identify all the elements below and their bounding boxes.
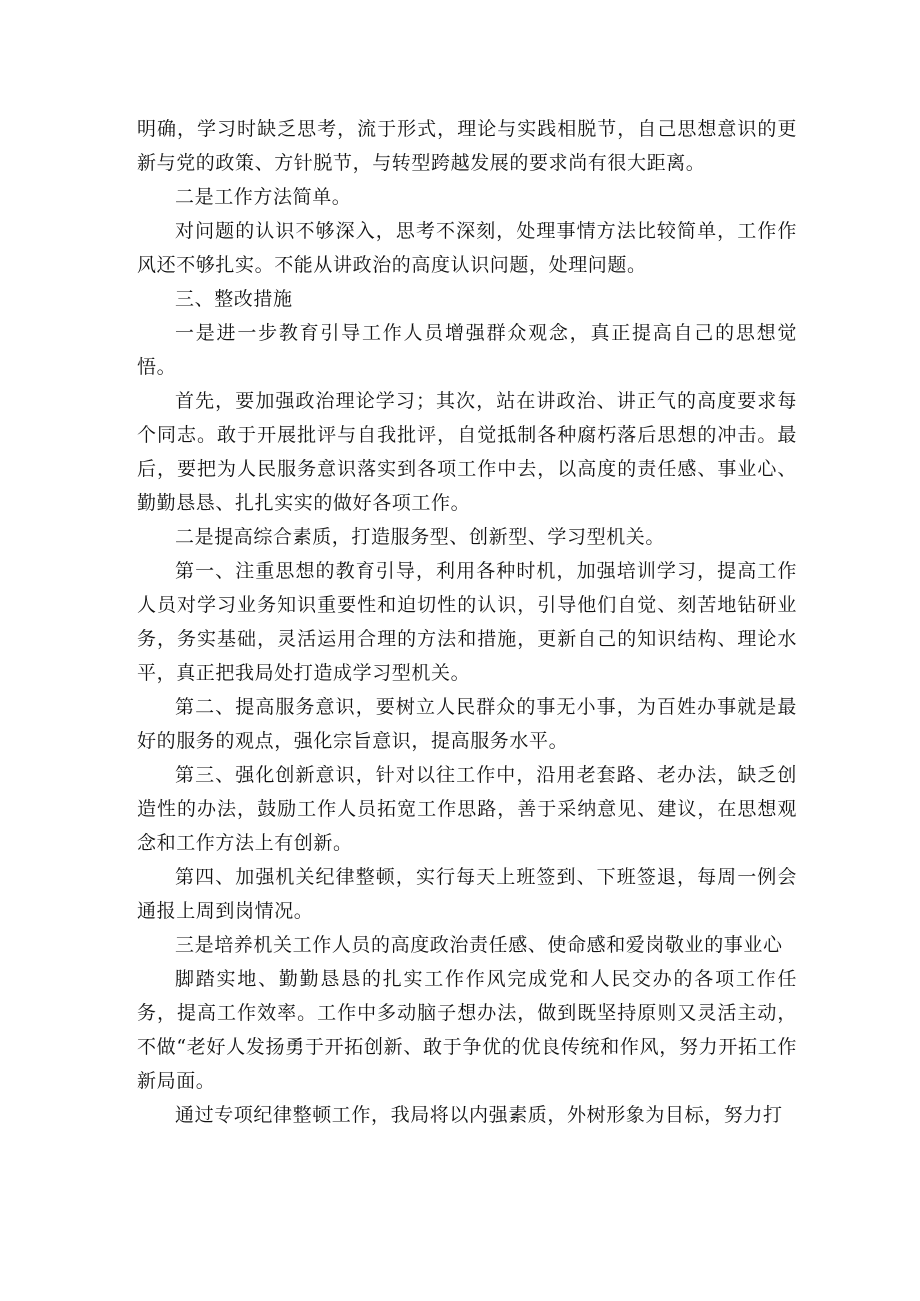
- section-heading-rectification: 三、整改措施: [175, 288, 293, 310]
- paragraph-continued-text: 明确，学习时缺乏思考，流于形式，理论与实践相脱节，自己思想意识的更新与党的政策、方针脱节，与转型跨越发展的要求尚有很大距离。: [137, 118, 797, 174]
- measure-three-heading: 三是培养机关工作人员的高度政治责任感、使命感和爱岗敬业的事业心: [175, 934, 783, 956]
- measure-three-body: 脚踏实地、勤勤恳恳的扎实工作作风完成党和人民交办的各项工作任务，提高工作效率。工作中多动脑子想办法，做到既坚持原则又灵活主动，不做“老好人发扬勇于开拓创新、敢于争优的优良传统和作风，努力开拓工作新局面。: [137, 968, 797, 1092]
- paragraph-point-two-body: 对问题的认识不够深入，思考不深刻，处理事情方法比较简单，工作作风还不够扎实。不能从讲政治的高度认识问题，处理问题。: [137, 220, 797, 276]
- measure-two-first: 第一、注重思想的教育引导，利用各种时机，加强培训学习，提高工作人员对学习业务知识重要性和迫切性的认识，引导他们自觉、刻苦地钻研业务，务实基础，灵活运用合理的方法和措施，更新自己的知识结构、理论水平，真正把我局处打造成学习型机关。: [137, 560, 797, 684]
- closing-paragraph: 通过专项纪律整顿工作，我局将以内强素质，外树形象为目标，努力打: [175, 1104, 783, 1126]
- document-body: [137, 112, 797, 1132]
- measure-two-fourth: 第四、加强机关纪律整顿，实行每天上班签到、下班签退，每周一例会通报上周到岗情况。: [137, 866, 797, 922]
- measure-two-third: 第三、强化创新意识，针对以往工作中，沿用老套路、老办法，缺乏创造性的办法，鼓励工作人员拓宽工作思路，善于采纳意见、建议，在思想观念和工作方法上有创新。: [137, 764, 797, 854]
- measure-two-second: 第二、提高服务意识，要树立人民群众的事无小事，为百姓办事就是最好的服务的观点，强化宗旨意识，提高服务水平。: [137, 696, 797, 752]
- measure-two-heading: 二是提高综合素质，打造服务型、创新型、学习型机关。: [175, 526, 666, 548]
- measure-one-body: 首先，要加强政治理论学习；其次，站在讲政治、讲正气的高度要求每个同志。敢于开展批评与自我批评，自觉抵制各种腐朽落后思想的冲击。最后，要把为人民服务意识落实到各项工作中去，以高度的责任感、事业心、勤勤恳恳、扎扎实实的做好各项工作。: [137, 390, 797, 514]
- paragraph-point-two-heading: 二是工作方法简单。: [175, 186, 352, 208]
- measure-one-heading: 一是进一步教育引导工作人员增强群众观念，真正提高自己的思想觉悟。: [137, 322, 797, 378]
